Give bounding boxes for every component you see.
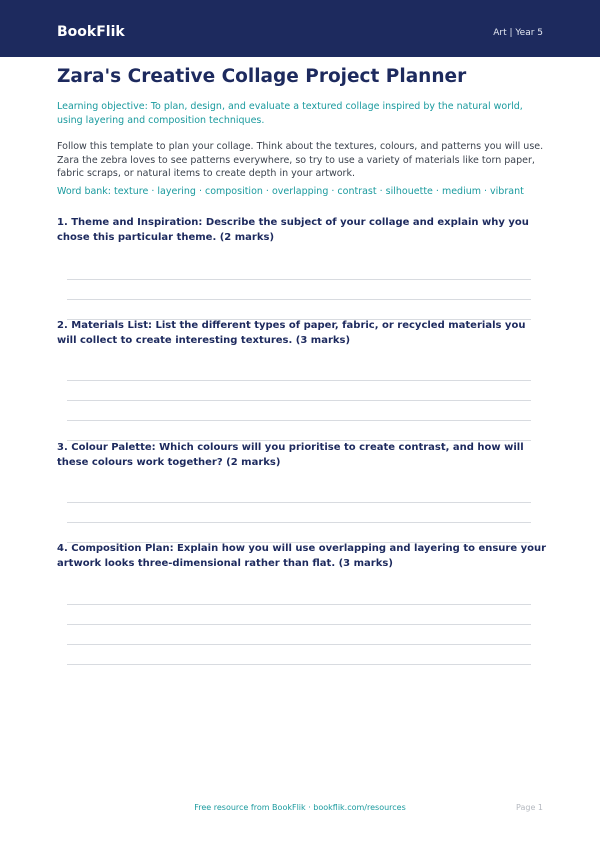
answer-line[interactable] xyxy=(67,604,531,605)
answer-line[interactable] xyxy=(67,299,531,300)
answer-line[interactable] xyxy=(67,420,531,421)
question-1: 1. Theme and Inspiration: Describe the subject of your collage and explain why you chose this particular theme. (2 marks) xyxy=(57,217,529,243)
page-title: Zara's Creative Collage Project Planner xyxy=(57,66,467,87)
page-number: Page 1 xyxy=(516,803,543,812)
answer-line[interactable] xyxy=(67,522,531,523)
brand-logo: BookFlik xyxy=(57,24,125,40)
page-header xyxy=(0,0,600,57)
answer-line[interactable] xyxy=(67,279,531,280)
answer-line[interactable] xyxy=(67,644,531,645)
intro-text: Follow this template to plan your collage. Think about the textures, colours, and patterns you will use. Zara the zebra loves to see patterns everywhere, so try to use a variety of materials like torn paper, fabric scraps, or natural items to create depth in your artwork. xyxy=(57,141,544,179)
answer-line[interactable] xyxy=(67,380,531,381)
subject-label: Art | Year 5 xyxy=(493,28,543,38)
answer-line[interactable] xyxy=(67,664,531,665)
answer-line[interactable] xyxy=(67,400,531,401)
answer-line[interactable] xyxy=(67,624,531,625)
question-4: 4. Composition Plan: Explain how you will use overlapping and layering to ensure your artwork looks three-dimensional rather than flat. (3 marks) xyxy=(57,543,547,569)
answer-line[interactable] xyxy=(67,502,531,503)
footer-text[interactable]: Free resource from BookFlik · bookflik.com/resources xyxy=(194,803,406,812)
learning-objective: Learning objective: To plan, design, and evaluate a textured collage inspired by the natural world, using layering and composition techniques. xyxy=(57,101,523,126)
question-3: 3. Colour Palette: Which colours will you prioritise to create contrast, and how will these colours work together? (2 marks) xyxy=(57,442,524,468)
question-2: 2. Materials List: List the different types of paper, fabric, or recycled materials you will collect to create interesting textures. (3 marks) xyxy=(57,320,526,346)
word-bank: Word bank: texture · layering · composition · overlapping · contrast · silhouette · medium · vibrant xyxy=(57,186,524,197)
